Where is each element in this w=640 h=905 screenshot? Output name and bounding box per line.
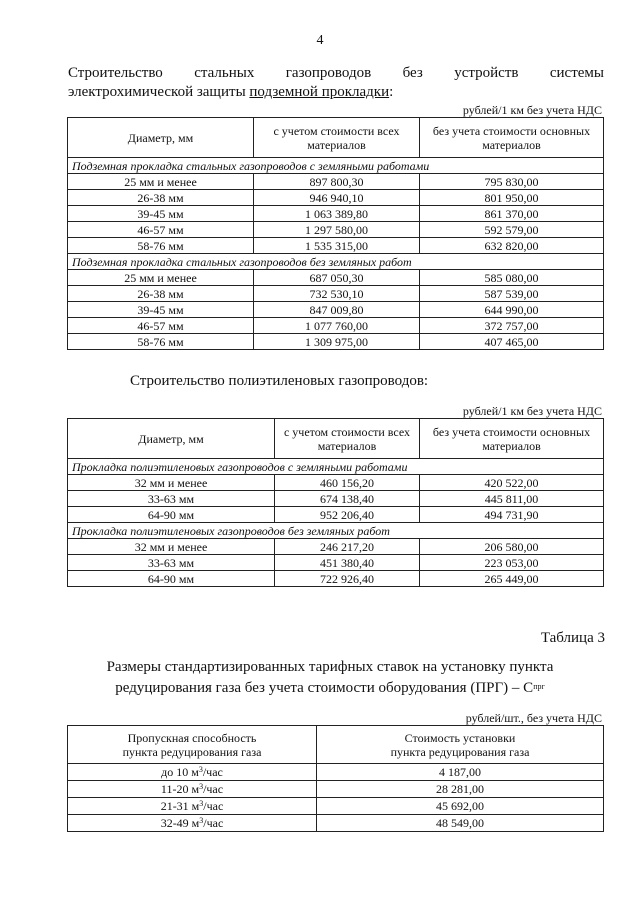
cell-with-materials: 897 800,30: [254, 174, 420, 190]
cell-diameter: 25 мм и менее: [68, 270, 254, 286]
cell-without-materials: 223 053,00: [420, 555, 604, 571]
cell-cost: 45 692,00: [317, 798, 604, 815]
cell-without-materials: 407 465,00: [420, 334, 604, 350]
cell-without-materials: 445 811,00: [420, 491, 604, 507]
table-row: [68, 815, 604, 832]
capacity-suffix: /час: [203, 782, 224, 796]
cell-diameter: 58-76 мм: [68, 238, 254, 254]
cell-diameter: 58-76 мм: [68, 334, 254, 350]
table3-caption-line1: Размеры стандартизированных тарифных ставок на установку пункта: [106, 659, 554, 675]
table3-label: Таблица 3: [540, 630, 605, 646]
cell-with-materials: 451 380,40: [275, 555, 420, 571]
cell-with-materials: 946 940,10: [254, 190, 420, 206]
table-row: [68, 270, 604, 286]
cell-without-materials: 420 522,00: [420, 475, 604, 491]
cell-without-materials: 494 731,90: [420, 507, 604, 523]
section1-title-underlined: подземной прокладки: [249, 84, 390, 100]
cell-diameter: 33-63 мм: [68, 555, 275, 571]
capacity-sup: 3: [199, 816, 204, 825]
cell-with-materials: 1 077 760,00: [254, 318, 420, 334]
header-cost-line2: пункта редуцирования газа: [390, 744, 530, 759]
cell-capacity: [68, 815, 317, 832]
capacity-prefix: 21-31 м: [160, 799, 200, 813]
section1-title-line1: Строительство стальных газопроводов без устройств системы: [68, 65, 604, 81]
header-without-materials: без учета стоимости основных материалов: [420, 118, 604, 158]
table-row: [68, 764, 604, 781]
header-with-materials: с учетом стоимости всех материалов: [254, 118, 420, 158]
table3-caption-sup: прг: [533, 682, 545, 691]
cell-diameter: 32 мм и менее: [68, 539, 275, 555]
table-row: [68, 798, 604, 815]
table3-caption-line2: [60, 678, 600, 699]
cell-without-materials: 372 757,00: [420, 318, 604, 334]
table-row: [68, 539, 604, 555]
table-row: [68, 334, 604, 350]
group-title: Прокладка полиэтиленовых газопроводов с земляными работами: [68, 459, 604, 475]
capacity-sup: 3: [199, 782, 204, 791]
table-row: [68, 318, 604, 334]
page-number: 4: [316, 33, 324, 48]
table-row: [68, 190, 604, 206]
table-row: [68, 286, 604, 302]
cell-diameter: 46-57 мм: [68, 222, 254, 238]
header-capacity-line1: Пропускная способность: [127, 730, 257, 745]
cell-capacity: [68, 798, 317, 815]
cell-cost: 28 281,00: [317, 781, 604, 798]
polyethylene-pipeline-table: [67, 418, 604, 587]
capacity-prefix: 11-20 м: [160, 782, 200, 796]
section1-title-suffix: :: [389, 84, 394, 100]
capacity-prefix: 32-49 м: [160, 816, 200, 830]
cell-without-materials: 795 830,00: [420, 174, 604, 190]
capacity-prefix: до 10 м: [161, 765, 199, 779]
header-capacity-line2: пункта редуцирования газа: [122, 744, 262, 759]
table3-caption: [60, 657, 600, 699]
cell-with-materials: 1 063 389,80: [254, 206, 420, 222]
cell-without-materials: 644 990,00: [420, 302, 604, 318]
cell-with-materials: 1 297 580,00: [254, 222, 420, 238]
table-row: [68, 238, 604, 254]
cell-diameter: 46-57 мм: [68, 318, 254, 334]
cell-capacity: [68, 764, 317, 781]
cell-without-materials: 592 579,00: [420, 222, 604, 238]
table-row: [68, 507, 604, 523]
capacity-suffix: /час: [203, 816, 224, 830]
section1-unit: рублей/1 км без учета НДС: [462, 103, 602, 117]
section2-unit: рублей/1 км без учета НДС: [462, 404, 602, 418]
header-cost-line1: Стоимость установки: [404, 730, 516, 745]
capacity-sup: 3: [199, 799, 204, 808]
cell-diameter: 26-38 мм: [68, 190, 254, 206]
header-cost: [317, 726, 604, 764]
cell-without-materials: 587 539,00: [420, 286, 604, 302]
table-row: [68, 222, 604, 238]
cell-without-materials: 206 580,00: [420, 539, 604, 555]
cell-without-materials: 861 370,00: [420, 206, 604, 222]
cell-diameter: 33-63 мм: [68, 491, 275, 507]
cell-with-materials: 847 009,80: [254, 302, 420, 318]
cell-cost: 48 549,00: [317, 815, 604, 832]
table-row: [68, 781, 604, 798]
cell-with-materials: 1 535 315,00: [254, 238, 420, 254]
capacity-sup: 3: [198, 765, 203, 774]
cell-with-materials: 732 530,10: [254, 286, 420, 302]
table-row: [68, 302, 604, 318]
prg-tariff-table: [67, 725, 604, 832]
cell-without-materials: 265 449,00: [420, 571, 604, 587]
cell-without-materials: 801 950,00: [420, 190, 604, 206]
table3-caption-text: редуцирования газа без учета стоимости оборудования (ПРГ) – С: [115, 680, 534, 696]
section1-title-prefix: электрохимической защиты: [68, 84, 250, 100]
group-title: Подземная прокладка стальных газопроводов с земляными работами: [68, 158, 604, 174]
table-row: [68, 475, 604, 491]
cell-diameter: 64-90 мм: [68, 507, 275, 523]
group-title: Прокладка полиэтиленовых газопроводов без земляных работ: [68, 523, 604, 539]
cell-diameter: 26-38 мм: [68, 286, 254, 302]
cell-diameter: 32 мм и менее: [68, 475, 275, 491]
table-row: [68, 491, 604, 507]
table-row: [68, 206, 604, 222]
cell-diameter: 39-45 мм: [68, 206, 254, 222]
cell-with-materials: 687 050,30: [254, 270, 420, 286]
capacity-suffix: /час: [203, 799, 224, 813]
section2-title: Строительство полиэтиленовых газопроводов:: [130, 373, 429, 389]
cell-with-materials: 460 156,20: [275, 475, 420, 491]
cell-cost: 4 187,00: [317, 764, 604, 781]
cell-capacity: [68, 781, 317, 798]
cell-diameter: 64-90 мм: [68, 571, 275, 587]
group-title: Подземная прокладка стальных газопроводов без земляных работ: [68, 254, 604, 270]
cell-with-materials: 246 217,20: [275, 539, 420, 555]
header-capacity: [68, 726, 317, 764]
header-with-materials: с учетом стоимости всех материалов: [275, 419, 420, 459]
header-diameter: Диаметр, мм: [68, 118, 254, 158]
table-row: [68, 555, 604, 571]
section1-title-line2: [68, 83, 604, 102]
header-diameter: Диаметр, мм: [68, 419, 275, 459]
cell-without-materials: 585 080,00: [420, 270, 604, 286]
cell-diameter: 25 мм и менее: [68, 174, 254, 190]
cell-with-materials: 674 138,40: [275, 491, 420, 507]
table-row: [68, 174, 604, 190]
cell-with-materials: 952 206,40: [275, 507, 420, 523]
cell-with-materials: 722 926,40: [275, 571, 420, 587]
cell-diameter: 39-45 мм: [68, 302, 254, 318]
cell-without-materials: 632 820,00: [420, 238, 604, 254]
cell-with-materials: 1 309 975,00: [254, 334, 420, 350]
header-without-materials: без учета стоимости основных материалов: [420, 419, 604, 459]
table-row: [68, 571, 604, 587]
steel-pipeline-table: [67, 117, 604, 350]
table3-unit: рублей/шт., без учета НДС: [465, 711, 602, 725]
capacity-suffix: /час: [202, 765, 223, 779]
